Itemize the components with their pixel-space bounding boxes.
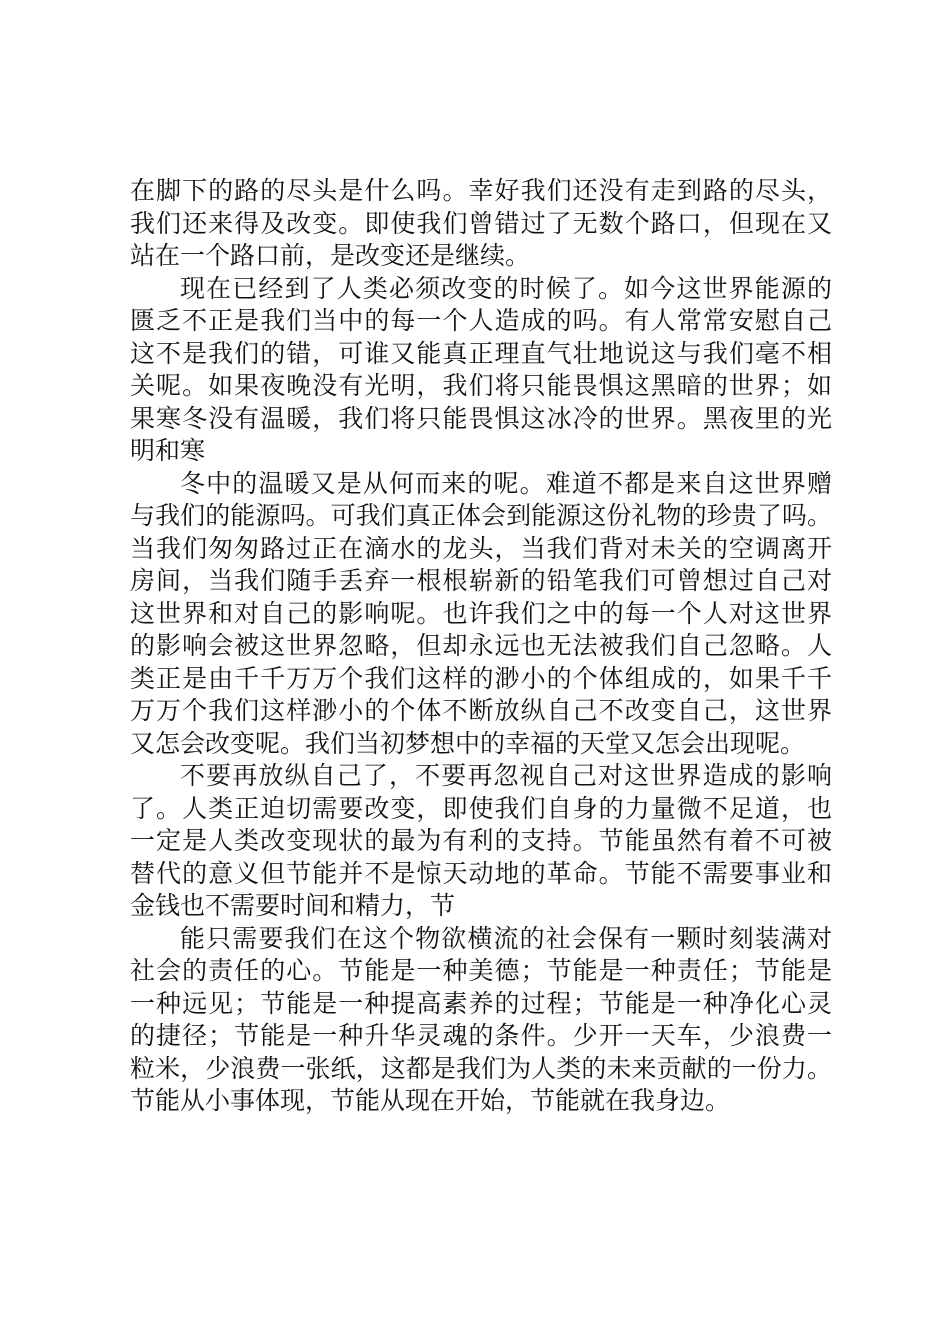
text-line: 当我们匆匆路过正在滴水的龙头，当我们背对未关的空调离开 [130,533,832,563]
text-line: 社会的责任的心。节能是一种美德；节能是一种责任；节能是 [130,956,832,985]
text-line: 匮乏不正是我们当中的每一个人造成的吗。有人常常安慰自己 [130,306,832,335]
text-line: 了。人类正迫切需要改变，即使我们自身的力量微不足道，也 [130,793,832,823]
paragraph [130,923,832,1118]
text-line: 能只需要我们在这个物欲横流的社会保有一颗时刻装满对 [180,923,832,953]
text-line: 果寒冬没有温暖，我们将只能畏惧这冰冷的世界。黑夜里的光 [130,403,832,433]
text-line: 站在一个路口前，是改变还是继续。 [130,241,531,270]
text-line: 类正是由千千万万个我们这样的渺小的个体组成的，如果千千 [130,663,832,693]
paragraph [130,468,832,761]
body-text [130,175,832,1118]
text-line: 不要再放纵自己了，不要再忽视自己对这世界造成的影响 [180,761,832,790]
paragraph [130,760,832,923]
text-line: 房间，当我们随手丢弃一根根崭新的铅笔我们可曾想过自己对 [130,566,832,595]
text-line: 一定是人类改变现状的最为有利的支持。节能虽然有着不可被 [130,826,832,855]
text-line: 金钱也不需要时间和精力，节 [130,891,456,920]
text-line: 一种远见；节能是一种提高素养的过程；节能是一种净化心灵 [130,988,832,1018]
paragraph [130,175,832,273]
text-line: 在脚下的路的尽头是什么吗。幸好我们还没有走到路的尽头， [130,176,832,205]
text-line: 与我们的能源吗。可我们真正体会到能源这份礼物的珍贵了吗。 [130,501,832,530]
text-line: 的影响会被这世界忽略，但却永远也无法被我们自己忽略。人 [130,631,832,660]
text-line: 这世界和对自己的影响呢。也许我们之中的每一个人对这世界 [130,598,832,628]
text-line: 明和寒 [130,436,206,465]
text-line: 粒米，少浪费一张纸，这都是我们为人类的未来贡献的一份力。 [130,1053,832,1083]
paragraph [130,273,832,468]
text-line: 现在已经到了人类必须改变的时候了。如今这世界能源的 [180,273,832,303]
text-line: 又怎会改变呢。我们当初梦想中的幸福的天堂又怎会出现呢。 [130,728,806,758]
text-line: 的捷径；节能是一种升华灵魂的条件。少开一天车，少浪费一 [130,1021,832,1050]
text-line: 这不是我们的错，可谁又能真正理直气壮地说这与我们毫不相 [130,338,832,368]
text-line: 冬中的温暖又是从何而来的呢。难道不都是来自这世界赠 [180,468,832,498]
text-line: 万万个我们这样渺小的个体不断放纵自己不改变自己，这世界 [130,696,832,725]
text-line: 关呢。如果夜晚没有光明，我们将只能畏惧这黑暗的世界；如 [130,371,832,400]
text-line: 节能从小事体现，节能从现在开始，节能就在我身边。 [130,1086,731,1115]
text-line: 我们还来得及改变。即使我们曾错过了无数个路口，但现在又 [130,208,832,238]
text-line: 替代的意义但节能并不是惊天动地的革命。节能不需要事业和 [130,858,832,888]
